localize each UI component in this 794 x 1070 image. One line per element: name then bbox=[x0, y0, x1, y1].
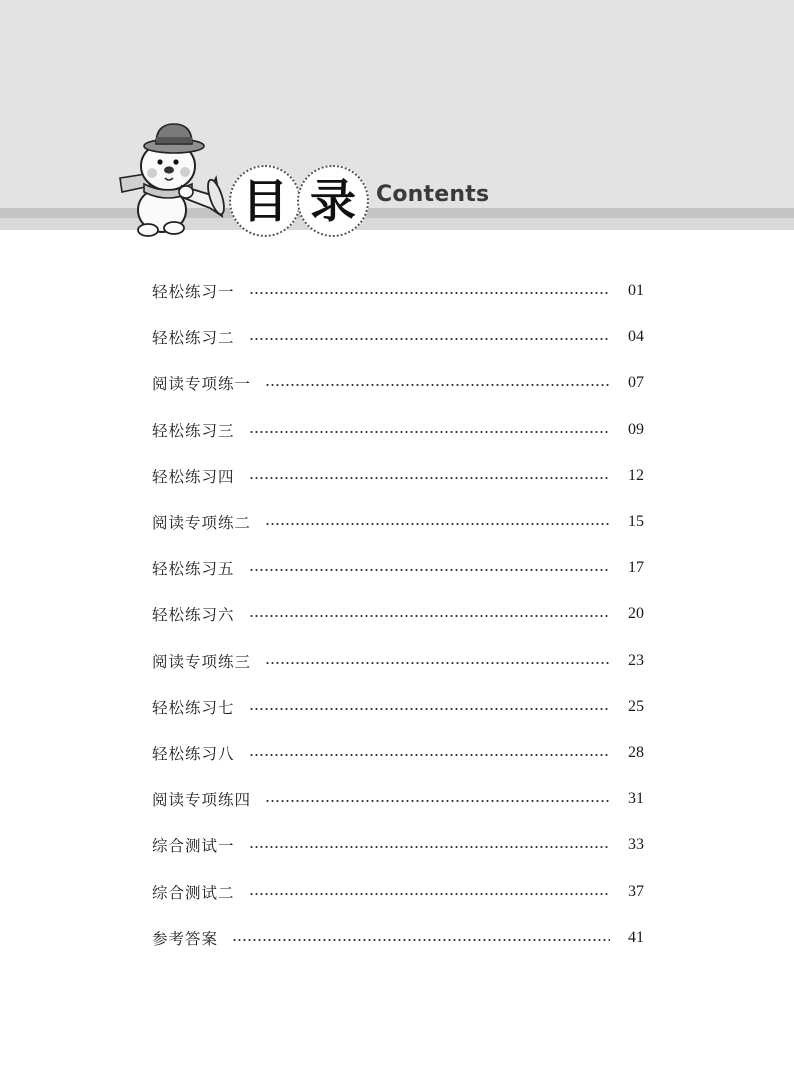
toc-dot-leader bbox=[249, 615, 610, 617]
toc-entry[interactable] bbox=[152, 499, 644, 545]
toc-entry[interactable] bbox=[152, 776, 644, 822]
toc-entry[interactable] bbox=[152, 268, 644, 314]
toc-dot-leader bbox=[249, 338, 610, 340]
title-char-2: 录 bbox=[310, 174, 356, 228]
toc-entry-page: 37 bbox=[628, 882, 644, 900]
toc-entry-title: 综合测试一 bbox=[152, 837, 235, 856]
toc-entry[interactable] bbox=[152, 822, 644, 868]
toc-entry-page: 25 bbox=[628, 697, 644, 715]
toc-entry[interactable] bbox=[152, 407, 644, 453]
toc-entry[interactable] bbox=[152, 453, 644, 499]
toc-entry[interactable] bbox=[152, 638, 644, 684]
toc-dot-leader bbox=[249, 477, 610, 479]
toc-entry-page: 09 bbox=[628, 420, 644, 438]
toc-entry-title: 阅读专项练一 bbox=[152, 375, 252, 394]
toc-entry-title: 综合测试二 bbox=[152, 883, 235, 902]
toc-entry-title: 轻松练习四 bbox=[152, 467, 235, 486]
toc-dot-leader bbox=[232, 939, 610, 941]
toc-dot-leader bbox=[249, 569, 610, 571]
toc-entry-page: 07 bbox=[628, 374, 644, 392]
toc-entry-page: 01 bbox=[628, 282, 644, 300]
toc-dot-leader bbox=[249, 893, 610, 895]
toc-entry-title: 轻松练习二 bbox=[152, 329, 235, 348]
toc-entry-page: 17 bbox=[628, 559, 644, 577]
toc-entry[interactable] bbox=[152, 730, 644, 776]
toc-entry-page: 28 bbox=[628, 743, 644, 761]
toc-entry-page: 31 bbox=[628, 790, 644, 808]
toc-dot-leader bbox=[249, 292, 610, 294]
toc-entry[interactable] bbox=[152, 915, 644, 961]
toc-dot-leader bbox=[265, 523, 610, 525]
toc-entry[interactable] bbox=[152, 684, 644, 730]
title-circle-2 bbox=[297, 165, 369, 237]
toc-entry[interactable] bbox=[152, 591, 644, 637]
toc-entry[interactable] bbox=[152, 314, 644, 360]
table-of-contents bbox=[152, 268, 644, 961]
toc-entry-title: 轻松练习七 bbox=[152, 698, 235, 717]
title-char-1: 目 bbox=[242, 174, 288, 228]
toc-entry-title: 轻松练习三 bbox=[152, 421, 235, 440]
toc-entry[interactable] bbox=[152, 545, 644, 591]
toc-entry-page: 23 bbox=[628, 651, 644, 669]
toc-dot-leader bbox=[249, 431, 610, 433]
toc-entry-page: 04 bbox=[628, 328, 644, 346]
toc-dot-leader bbox=[249, 708, 610, 710]
contents-subtitle: Contents bbox=[376, 182, 490, 207]
toc-entry[interactable] bbox=[152, 868, 644, 914]
toc-dot-leader bbox=[265, 384, 610, 386]
toc-entry-title: 阅读专项练四 bbox=[152, 791, 252, 810]
toc-entry-page: 12 bbox=[628, 466, 644, 484]
toc-dot-leader bbox=[249, 754, 610, 756]
toc-entry-title: 轻松练习六 bbox=[152, 606, 235, 625]
toc-entry-title: 阅读专项练三 bbox=[152, 652, 252, 671]
snowman-mascot-icon bbox=[112, 118, 230, 238]
toc-entry-page: 20 bbox=[628, 605, 644, 623]
toc-entry-title: 阅读专项练二 bbox=[152, 514, 252, 533]
toc-entry-title: 轻松练习一 bbox=[152, 283, 235, 302]
toc-entry-page: 41 bbox=[628, 928, 644, 946]
toc-dot-leader bbox=[265, 800, 610, 802]
toc-entry-title: 轻松练习八 bbox=[152, 744, 235, 763]
toc-entry-page: 33 bbox=[628, 836, 644, 854]
title-circle-1 bbox=[229, 165, 301, 237]
toc-entry-page: 15 bbox=[628, 513, 644, 531]
toc-entry-title: 参考答案 bbox=[152, 929, 219, 948]
toc-dot-leader bbox=[249, 846, 610, 848]
toc-dot-leader bbox=[265, 662, 610, 664]
toc-entry-title: 轻松练习五 bbox=[152, 560, 235, 579]
toc-entry[interactable] bbox=[152, 360, 644, 406]
